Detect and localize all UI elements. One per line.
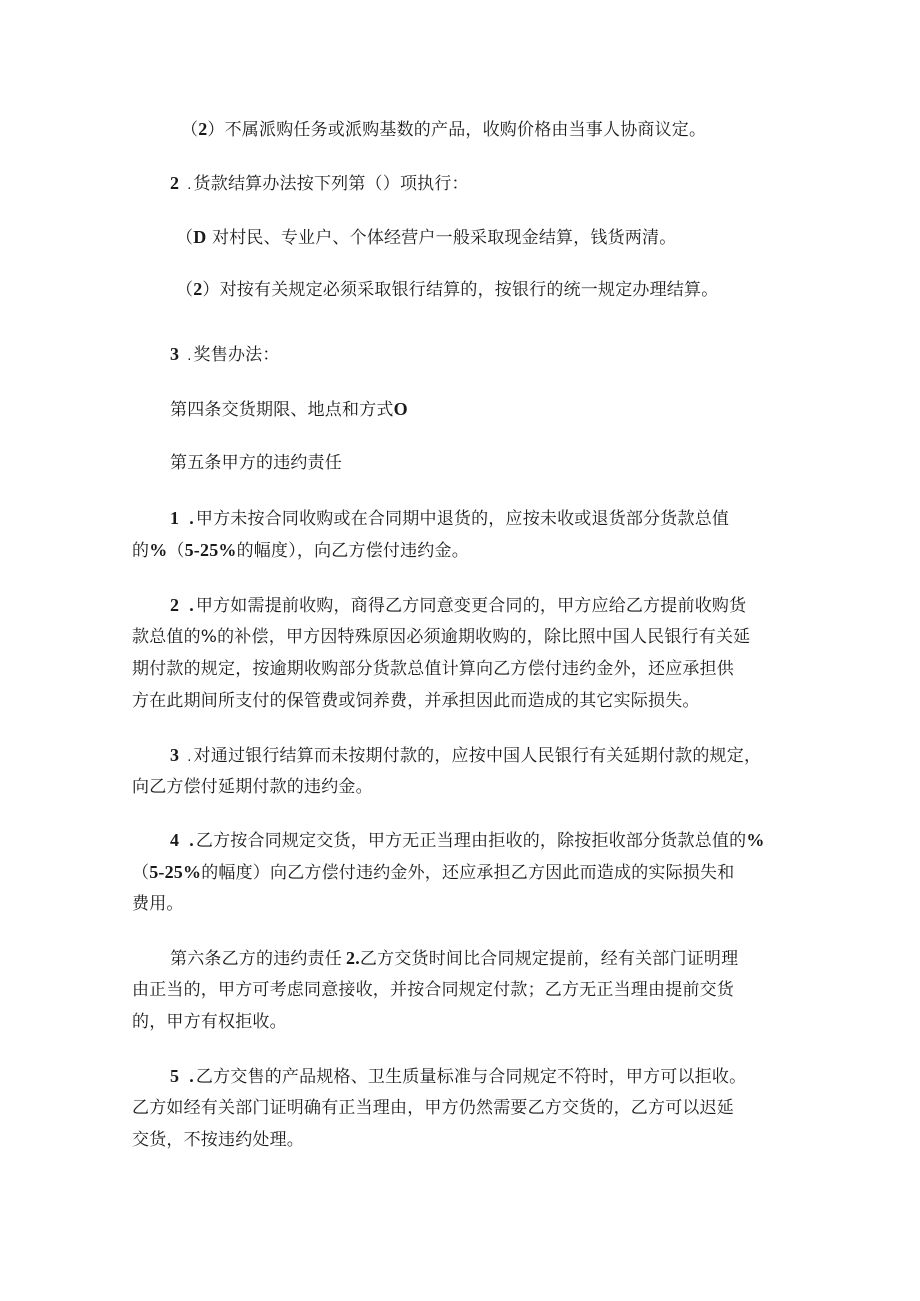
paragraph-payment-method: 2 . 货款结算办法按下列第（）项执行： — [170, 173, 469, 194]
clause-5-line-3: 交货，不按违约处理。 — [132, 1130, 304, 1150]
clause-5-line-1: 5 . 乙方交售的产品规格、卫生质量标准与合同规定不符时，甲方可以拒收。 — [170, 1066, 747, 1087]
paragraph-text: 第五条甲方的违约责任 — [170, 453, 342, 473]
heading-tail: O — [393, 399, 408, 419]
clause-2-line-1: 2 . 甲方如需提前收购，商得乙方同意变更合同的，甲方应给乙方提前收购货 — [170, 595, 747, 616]
clause-5-line-2: 乙方如经有关部门证明确有正当理由，甲方仍然需要乙方交货的，乙方可以迟延 — [132, 1098, 734, 1118]
paragraph-reward-sales: 3 . 奖售办法： — [170, 344, 280, 365]
item-number: 2 — [193, 279, 203, 299]
clause-1-line-1: 1 . 甲方未按合同收购或在合同期中退货的，应按未收或退货部分货款总值 — [170, 508, 730, 529]
paragraph-bank-settlement: （2）对按有关规定必须采取银行结算的，按银行的统一规定办理结算。 — [176, 279, 719, 300]
item-number: D — [193, 227, 207, 247]
clause-3-line-1: 3 . 对通过银行结算而未按期付款的，应按中国人民银行有关延期付款的规定， — [170, 745, 762, 766]
item-number: 2 — [170, 595, 180, 615]
paragraph-price-negotiation: （2）不属派购任务或派购基数的产品，收购价格由当事人协商议定。 — [181, 119, 707, 140]
item-number: 3 — [170, 344, 180, 364]
item-number: 3 — [170, 745, 180, 765]
clause-3-line-2: 向乙方偿付延期付款的违约金。 — [132, 777, 373, 797]
paragraph-text: 不属派购任务或派购基数的产品，收购价格由当事人协商议定。 — [224, 120, 707, 140]
clause-1-line-2: 的%（5-25%的幅度），向乙方偿付违约金。 — [132, 540, 469, 561]
clause-4-line-1: 4 . 乙方按合同规定交货，甲方无正当理由拒收的，除按拒收部分货款总值的% — [170, 830, 765, 851]
item-number: 2 — [170, 173, 180, 193]
paragraph-text: 对村民、专业户、个体经营户一般采取现金结算，钱货两清。 — [212, 228, 677, 248]
article-six-line-2: 由正当的，甲方可考虑同意接收，并按合同规定付款；乙方无正当理由提前交货 — [132, 980, 734, 1000]
article-four-heading — [170, 398, 408, 421]
paragraph-text: 货款结算办法按下列第（）项执行： — [193, 174, 469, 194]
clause-2-line-3: 期付款的规定，按逾期收购部分货款总值计算向乙方偿付违约金外，还应承担供 — [132, 659, 734, 679]
article-five-heading — [170, 452, 342, 474]
paragraph-text: 奖售办法： — [193, 345, 280, 365]
article-six-line-1: 第六条乙方的违约责任 2.乙方交货时间比合同规定提前，经有关部门证明理 — [170, 948, 739, 969]
item-number: 5 — [170, 1066, 180, 1086]
clause-2-line-4: 方在此期间所支付的保管费或饲养费，并承担因此而造成的其它实际损失。 — [132, 691, 700, 711]
item-number: 4 — [170, 830, 180, 850]
clause-4-line-3: 费用。 — [132, 894, 184, 914]
paragraph-text: 对按有关规定必须采取银行结算的，按银行的统一规定办理结算。 — [219, 280, 719, 300]
paragraph-text: 第四条交货期限、地点和方式 — [170, 400, 394, 420]
clause-4-line-2: （5-25%的幅度）向乙方偿付违约金外，还应承担乙方因此而造成的实际损失和 — [132, 862, 735, 883]
article-six-line-3: 的，甲方有权拒收。 — [132, 1012, 287, 1032]
paragraph-cash-settlement: （D 对村民、专业户、个体经营户一般采取现金结算，钱货两清。 — [176, 227, 677, 248]
item-number: 1 — [170, 508, 180, 528]
clause-2-line-2: 款总值的%的补偿，甲方因特殊原因必须逾期收购的，除比照中国人民银行有关延 — [132, 627, 751, 647]
item-number: 2 — [198, 119, 208, 139]
